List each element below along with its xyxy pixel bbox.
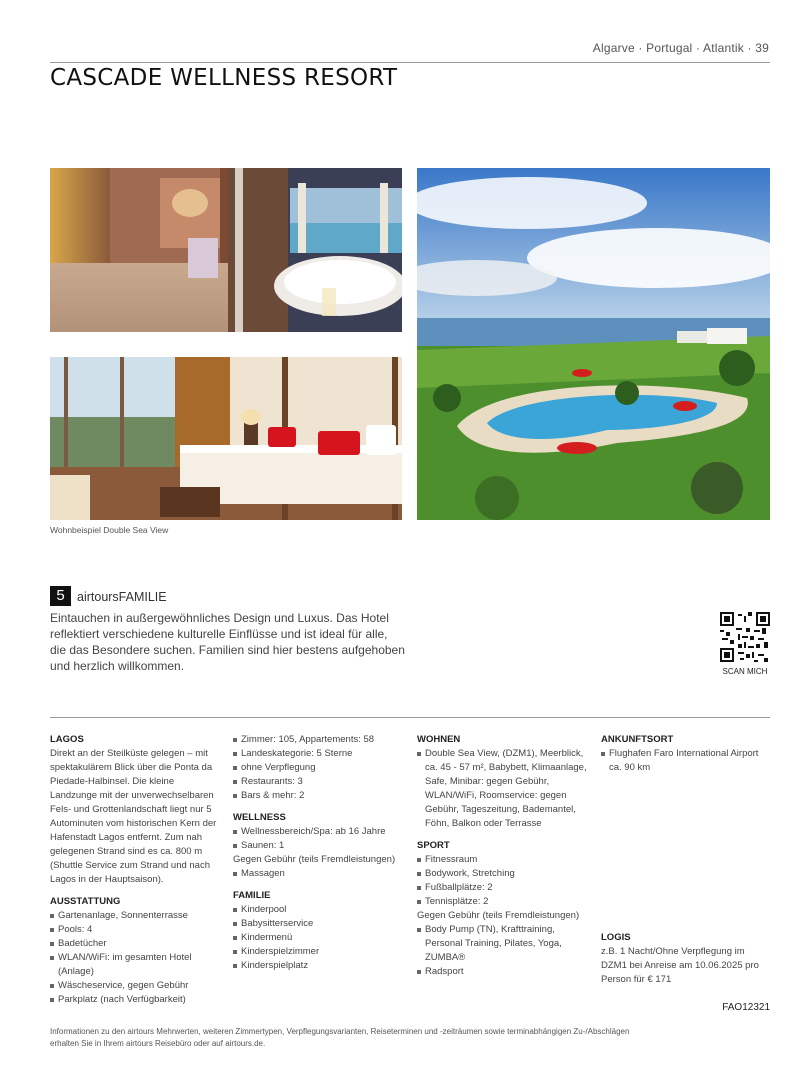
list-item: Double Sea View, (DZM1), Meerblick, ca. 45 - 57 m², Babybett, Klimaanlage, Safe, Minibar: gegen Gebühr, WLAN/WiFi, Roomservice: gegen Gebühr, Tageszeitung, Bademantel, Föhn, Balkon oder Terrasse: [417, 747, 589, 831]
sport-fee-list: [417, 923, 589, 979]
list-item: Badetücher: [50, 937, 222, 951]
pool-aerial-photo: [417, 168, 770, 520]
wellness-list: [233, 825, 411, 853]
ausstattung-list: [50, 909, 222, 1007]
lagos-text: Direkt an der Steilküste gelegen – mit spektakulärem Blick über die Ponta da Piedade-Halbinsel. Die kleine Landzunge mit der unverwechselbaren Fels- und Grottenlandschaft liegt nur 5 Autominuten vom historischen Kern der Hafenstadt Lagos entfernt. Zum nah gelegenen Strand sind es ca. 800 m (Shuttle Service zum Strand und nach Lagos in der Hauptsaison).: [50, 748, 217, 885]
column-rooms-sport: [417, 733, 589, 979]
family-rating-badge: 5: [50, 586, 71, 606]
ankunft-heading: ANKUNFTSORT: [601, 734, 674, 745]
section-divider: [50, 717, 770, 718]
column-facts: [233, 733, 411, 973]
header-divider: [50, 62, 770, 63]
wellness-heading: WELLNESS: [233, 812, 286, 823]
familie-list: [233, 903, 411, 973]
list-item: Body Pump (TN), Krafttraining, Personal Training, Pilates, Yoga, ZUMBA®: [417, 923, 589, 965]
spa-photo: [50, 168, 402, 332]
ankunft-list: [601, 747, 773, 775]
ausstattung-heading: AUSSTATTUNG: [50, 896, 121, 907]
list-item: Kinderpool: [233, 903, 411, 917]
lagos-heading: LAGOS: [50, 734, 84, 745]
scan-label: SCAN MICH: [722, 667, 768, 676]
list-item: Zimmer: 105, Appartements: 58: [233, 733, 411, 747]
footer-note: Informationen zu den airtours Mehrwerten, weiteren Zimmertypen, Verpflegungsvarianten, Reiseterminen und -zeiträumen sowie terminabhängigen Zu-/Abschlägen erhalten Sie in Ihrem airtours Reisebüro oder auf airtours.de.: [50, 1027, 630, 1048]
familie-heading: FAMILIE: [233, 890, 271, 901]
list-item: Parkplatz (nach Verfügbarkeit): [50, 993, 222, 1007]
list-item: Fußballplätze: 2: [417, 881, 589, 895]
sport-fee-note: Gegen Gebühr (teils Fremdleistungen): [417, 910, 580, 921]
list-item: Landeskategorie: 5 Sterne: [233, 747, 411, 761]
list-item: Wellnessbereich/Spa: ab 16 Jahre: [233, 825, 411, 839]
qr-code[interactable]: [720, 612, 770, 662]
page-breadcrumb: Algarve · Portugal · Atlantik · 39: [592, 41, 769, 55]
list-item: Fitnessraum: [417, 853, 589, 867]
logis-block: [601, 931, 773, 987]
wellness-fee-note: Gegen Gebühr (teils Fremdleistungen): [233, 854, 396, 865]
column-arrival: [601, 733, 773, 775]
list-item: Babysitterservice: [233, 917, 411, 931]
list-item: ohne Verpflegung: [233, 761, 411, 775]
wohnen-list: [417, 747, 589, 831]
list-item: Kindermenü: [233, 931, 411, 945]
list-item: Radsport: [417, 965, 589, 979]
list-item: Gartenanlage, Sonnenterrasse: [50, 909, 222, 923]
logis-text: z.B. 1 Nacht/Ohne Verpflegung im DZM1 bei Anreise am 10.06.2025 pro Person für € 171: [601, 946, 759, 985]
facts-list: [233, 733, 411, 803]
wellness-fee-list: [233, 867, 411, 881]
list-item: Bodywork, Stretching: [417, 867, 589, 881]
list-item: Pools: 4: [50, 923, 222, 937]
bedroom-photo: [50, 357, 402, 520]
photo-caption: Wohnbeispiel Double Sea View: [50, 525, 169, 535]
wohnen-heading: WOHNEN: [417, 734, 461, 745]
list-item: Flughafen Faro International Airport ca. 90 km: [601, 747, 773, 775]
list-item: Kinderspielzimmer: [233, 945, 411, 959]
list-item: Tennisplätze: 2: [417, 895, 589, 909]
family-label: airtoursFAMILIE: [77, 590, 167, 604]
list-item: Wäscheservice, gegen Gebühr: [50, 979, 222, 993]
intro-text: Eintauchen in außergewöhnliches Design und Luxus. Das Hotel reflektiert verschiedene kulturelle Einflüsse und ist ideal für alle, die das Besondere suchen. Familien sind hier bestens aufgehoben und herzlich willkommen.: [50, 611, 405, 673]
sport-heading: SPORT: [417, 840, 450, 851]
list-item: Massagen: [233, 867, 411, 881]
list-item: WLAN/WiFi: im gesamten Hotel (Anlage): [50, 951, 222, 979]
logis-heading: LOGIS: [601, 932, 631, 943]
list-item: Saunen: 1: [233, 839, 411, 853]
page-title: CASCADE WELLNESS RESORT: [50, 65, 398, 91]
list-item: Restaurants: 3: [233, 775, 411, 789]
list-item: Bars & mehr: 2: [233, 789, 411, 803]
list-item: Kinderspielplatz: [233, 959, 411, 973]
sport-list: [417, 853, 589, 909]
column-location: [50, 733, 222, 1007]
offer-code: FAO12321: [722, 1002, 770, 1013]
